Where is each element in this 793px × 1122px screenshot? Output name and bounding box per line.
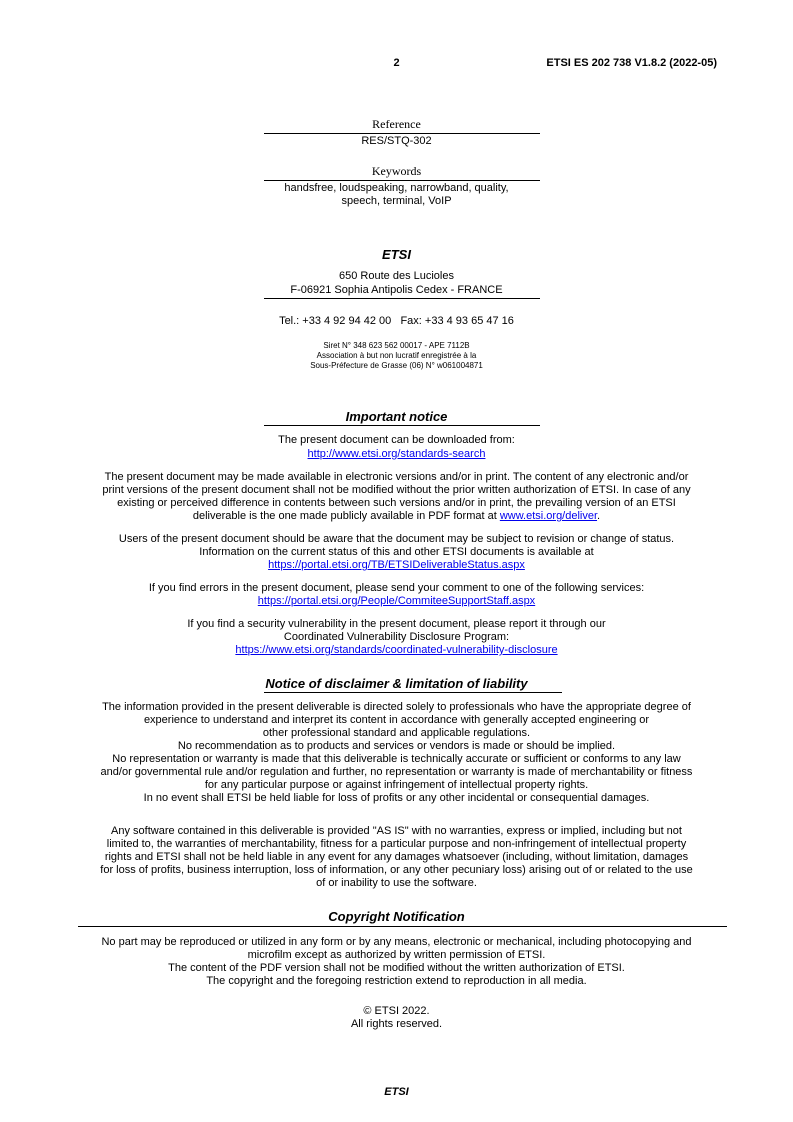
footer-etsi: ETSI: [384, 1086, 409, 1098]
software-disclaimer-paragraph: Any software contained in this deliverable is provided "AS IS" with no warranties, express or implied, including but not limited to, the warranties of merchantability, fitness for a particular purpose and non-infringement of intellectual property rights and ETSI shall not be held liable in any event for any damages whatsoever (including, without limitation, damages for loss of profits, business interruption, loss of information, or any other pecuniary loss) arising out of or related to the use of or inability to use the software.: [100, 825, 693, 889]
copyright-divider: [78, 926, 727, 927]
availability-paragraph: The present document may be made available in electronic versions and/or in print. The content of any electronic and/or print versions of the present document shall not be modified without the prior written authorization of ETSI. In case of any existing or perceived difference in contents between such versions and/or in print, the prevailing version of an ETSI deliverable is the one made publicly available in PDF format at www.etsi.org/deliver.: [102, 471, 691, 522]
standards-search-link[interactable]: http://www.etsi.org/standards-search: [307, 448, 486, 460]
copyright-title: Copyright Notification: [328, 909, 465, 924]
org-association-2: Sous-Préfecture de Grasse (06) N° w061004871: [310, 361, 483, 370]
download-text: The present document can be downloaded from:: [278, 434, 515, 446]
org-address-2: F-06921 Sophia Antipolis Cedex - FRANCE: [290, 284, 503, 296]
org-address-1: 650 Route des Lucioles: [339, 270, 454, 282]
committee-support-link[interactable]: https://portal.etsi.org/People/CommiteeSupportStaff.aspx: [257, 595, 536, 607]
reference-divider: [264, 133, 540, 134]
org-name: ETSI: [382, 247, 411, 262]
copyright-notice: © ETSI 2022.: [363, 1005, 430, 1017]
org-siret: Siret N° 348 623 562 00017 - APE 7112B: [323, 341, 470, 350]
org-association-1: Association à but non lucratif enregistrée à la: [316, 351, 477, 360]
reference-value: RES/STQ-302: [361, 135, 432, 147]
keywords-divider: [264, 180, 540, 181]
errors-paragraph: If you find errors in the present document, please send your comment to one of the following services: https://portal.etsi.org/People/CommiteeSupportStaff.aspx: [148, 582, 645, 607]
deliver-link[interactable]: www.etsi.org/deliver: [499, 510, 598, 522]
disclaimer-title: Notice of disclaimer & limitation of liability: [265, 676, 528, 691]
keywords-line-2: speech, terminal, VoIP: [341, 195, 452, 207]
status-paragraph: Users of the present document should be aware that the document may be subject to revision or change of status. Information on the current status of this and other ETSI documents is available at https://portal.etsi.org/TB/ETSIDeliverableStatus.aspx: [118, 533, 675, 571]
keywords-label: Keywords: [371, 164, 422, 178]
reference-label: Reference: [372, 117, 421, 131]
page-number: 2: [393, 57, 400, 69]
disclaimer-divider: [264, 692, 562, 693]
important-notice-divider: [264, 425, 540, 426]
org-phone-fax: Tel.: +33 4 92 94 42 00 Fax: +33 4 93 65 47 16: [279, 315, 514, 327]
important-notice-title: Important notice: [345, 409, 448, 424]
keywords-line-1: handsfree, loudspeaking, narrowband, quality,: [284, 182, 509, 194]
org-divider: [264, 298, 540, 299]
all-rights-reserved: All rights reserved.: [350, 1018, 443, 1030]
copyright-paragraph: No part may be reproduced or utilized in any form or by any means, electronic or mechanical, including photocopying and microfilm except as authorized by written permission of ETSI. The content of the PDF version shall not be modified without the written authorization of ETSI. The copyright and the foregoing restriction extend to reproduction in all media.: [101, 936, 692, 987]
deliverable-status-link[interactable]: https://portal.etsi.org/TB/ETSIDeliverableStatus.aspx: [268, 559, 525, 571]
disclaimer-paragraph: The information provided in the present deliverable is directed solely to professionals who have the appropriate degree of experience to understand and interpret its content in accordance with generally accepted engineering or other professional standard and applicable regulations. No recommendation as to products and services or vendors is made or should be implied. No representation or warranty is made that this deliverable is technically accurate or sufficient or conforms to any law and/or governmental rule and/or regulation and further, no representation or warranty is made of merchantability or fitness for any particular purpose or against infringement of intellectual property rights. In no event shall ETSI be held liable for loss of profits or any other incidental or consequential damages.: [100, 701, 693, 804]
document-id: ETSI ES 202 738 V1.8.2 (2022-05): [546, 57, 717, 69]
vulnerability-disclosure-link[interactable]: https://www.etsi.org/standards/coordinated-vulnerability-disclosure: [235, 644, 558, 656]
vulnerability-paragraph: If you find a security vulnerability in the present document, please report it through our Coordinated Vulnerability Disclosure Program: https://www.etsi.org/standards/coordinated-vulnerability-disclosure: [187, 618, 606, 656]
